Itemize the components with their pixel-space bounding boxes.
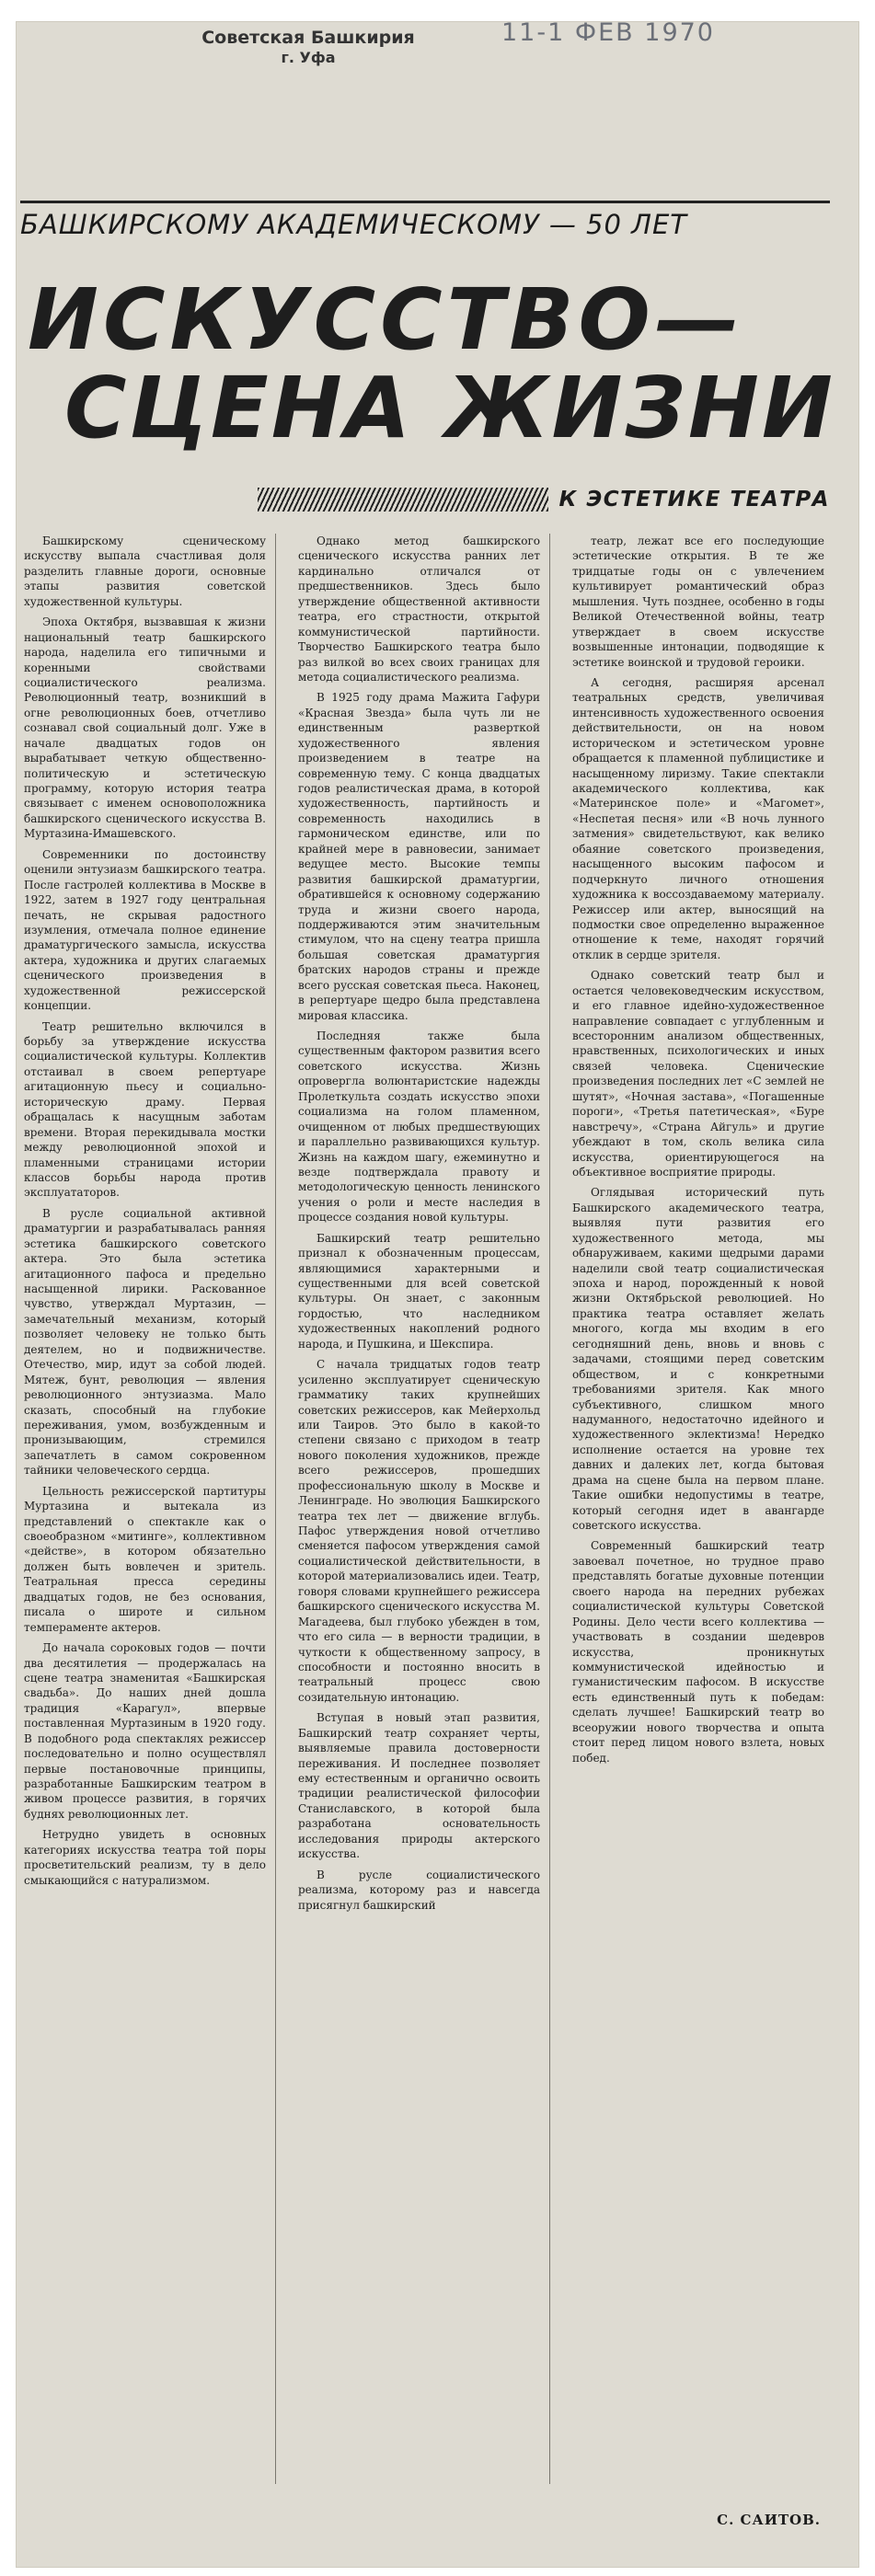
- paragraph: В 1925 году драма Мажита Гафури «Красная Звезда» была чуть ли не единственным разверткой художественного явления произведением в театре на современную тему. С конца двадцатых годов реалистическая драма, в которой художественность, партийность и современность находились в гармоническом единстве, или по крайней мере в равновесии, занимает ведущее место. Высокие темпы развития башкирской драматургии, обратившейся к основному содержанию труда и жизни своего народа, поддерживаются этим значительным стимулом, что на сцену театра пришла большая советская драматургия братских народов страны и прежде всего русская советская пьеса. Наконец, в репертуаре щедро была представлена мировая классика.: [298, 691, 540, 1022]
- headline-line-1: ИСКУССТВО—: [28, 270, 744, 369]
- paragraph: Современники по достоинству оценили энтузиазм башкирского театра. После гастролей коллектива в Москве в 1922, затем в 1927 году центральная печать, не скрывая радостного изумления, отмечала полное единение драматургического замысла, искусства актера, художника и других слагаемых сценического произведения в художественной режиссерской концепции.: [24, 847, 266, 1013]
- newspaper-city: г. Уфа: [281, 48, 336, 66]
- column-3: [572, 534, 824, 2484]
- paragraph: театр, лежат все его последующие эстетические открытия. В те же тридцатые годы он с увлечением культивирует романтический образ мышления. Чуть позднее, особенно в годы Великой Отечественной войны, театр утверждает в своем искусстве возвышенные интонации, подводящие к эстетике воинской и трудовой героики.: [572, 535, 824, 669]
- paragraph: С начала тридцатых годов театр усиленно эксплуатирует сценическую грамматику таких крупнейших советских режиссеров, как Мейерхольд или Таиров. Это было в какой-то степени связано с приходом в театр нового поколения художников, прежде всего режиссеров, прошедших профессиональную школу в Москве и Ленинграде. Но эволюция Башкирского театра тех лет — движение вглубь. Пафос утверждения новой отчетливо сменяется пафосом утверждения самой социалистической действительности, в которой материализовались идеи. Театр, говоря словами крупнейшего режиссера башкирского сценического искусства М. Магадеева, был глубоко убежден в том, что его сила — в верности традиции, в чуткости к общественному запросу, в способности и постоянно вносить в театральный процесс свою созидательную интонацию.: [298, 1358, 540, 1704]
- paragraph: Последняя также была существенным фактором развития всего советского искусства. Жизнь опровергла волюнтаристские надежды Пролеткульта создать искусство эпохи социализма на голом пламенном, очищенном от любых предшествующих и параллельно развивающихся культур. Жизнь на каждом шагу, ежеминутно и везде подтверждала правоту и методологическую ценность ленинского учения о роли и месте наследия в процессе создания новой культуры.: [298, 1029, 540, 1225]
- article-headline: [28, 270, 837, 457]
- paragraph: Нетрудно увидеть в основных категориях искусства театра той поры просветительский реализм, ту в дело смыкающийся с натурализмом.: [24, 1828, 266, 1887]
- subtitle-bar: [258, 480, 830, 519]
- paragraph: Однако советский театр был и остается человековедческим искусством, и его главное идейно-художественное направление совпадает с углубленным и всесторонним анализом общественных, нравственных, психологических и иных связей человека. Сценические произведения последних лет «С землей не шутят», «Ночная застава», «Погашенные пороги», «Третья патетическая», «Буре навстречу», «Страна Айгуль» и другие убеждают в том, сколь велика сила искусства, ориентирующегося на объективное восприятие природы.: [572, 969, 824, 1179]
- paragraph: В русле социальной активной драматургии и разрабатывалась ранняя эстетика башкирского советского актера. Это была эстетика агитационного пафоса и предельно насыщенной лирики. Раскованное чувство, утверждал Муртазин, — замечательный механизм, который позволяет человеку не только быть деятелем, но и подвижничестве. Отечество, мир, идут за собой людей. Мятеж, бунт, революция — явления революционного энтузиазма. Мало сказать, способный на глубокие переживания, умом, возбужденным и пронизывающим, стремился запечатлеть в самом сокровенном тайники человеческого сердца.: [24, 1206, 266, 1478]
- paragraph: До начала сороковых годов — почти два десятилетия — продержалась на сцене театра знаменитая «Башкирская свадьба». До наших дней дошла традиция «Карагул», впервые поставленная Муртазиным в 1920 году. В подобного рода спектаклях режиссер последовательно и полно осуществлял первые постановочные принципы, разработанные Башкирским театром в живом процессе развития, в горячих буднях революционных лет.: [24, 1641, 266, 1821]
- column-1: [24, 534, 276, 2484]
- paragraph: А сегодня, расширяя арсенал театральных средств, увеличивая интенсивность художественного освоения действительности, он на новом историческом и эстетическом уровне обращается к пламенной публицистике и насыщенному лиризму. Такие спектакли академического коллектива, как «Материнское поле» и «Магомет», «Неспетая песня» или «В ночь лунного затмения» свидетельствуют, как велико обаяние советского произведения, насыщенного высоким пафосом и подчеркнуто личного отношения художника к воссоздаваемому материалу. Режиссер или актер, выносящий на подмостки свое определенно выраженное отношение к теме, находят горячий отклик в сердце зрителя.: [572, 675, 824, 961]
- date-stamp: 11-1 ФЕВ 1970: [501, 18, 715, 47]
- paragraph: Театр решительно включился в борьбу за утверждение искусства социалистической культуры. Коллектив отстаивал в своем репертуаре агитационную пьесу и социально-историческую драму. Первая обращалась к насущным заботам времени. Вторая перекидывала мостки между революционной эпохой и пламенными страницами истории классов борьбы народа против эксплуататоров.: [24, 1019, 266, 1200]
- paragraph: В русле социалистического реализма, которому раз и навсегда присягнул башкирский: [298, 1868, 540, 1912]
- article-body: [24, 534, 824, 2484]
- headline-line-2: СЦЕНА ЖИЗНИ: [64, 359, 835, 457]
- article-subtitle: К ЭСТЕТИКЕ ТЕАТРА: [558, 488, 830, 512]
- author-signature: С. САИТОВ.: [717, 2512, 821, 2528]
- rubric-heading: БАШКИРСКОМУ АКАДЕМИЧЕСКОМУ — 50 ЛЕТ: [20, 201, 830, 240]
- paragraph: Цельность режиссерской партитуры Муртазина и вытекала из представлений о спектакле как о своеобразном «митинге», коллективном «действе», в котором обязательно должен быть вовлечен и зритель. Театральная пресса середины двадцатых годов, не без основания, писала о широте и сильном темпераменте актеров.: [24, 1484, 266, 1634]
- column-2: [298, 534, 550, 2484]
- newspaper-name: Советская Башкирия: [201, 28, 415, 48]
- newspaper-masthead: [161, 28, 455, 66]
- paragraph: Однако метод башкирского сценического искусства ранних лет кардинально отличался от предшественников. Здесь было утверждение общественной активности театра, его страстности, открытой коммунистической партийности. Творчество Башкирского театра было раз вилкой во всех своих границах для метода социалистического реализма.: [298, 535, 540, 684]
- paragraph: Современный башкирский театр завоевал почетное, но трудное право представлять богатые духовные потенции своего народа на передних рубежах социалистической культуры Советской Родины. Дело чести всего коллектива — участвовать в создании шедевров искусства, проникнутых коммунистической идейностью и гуманистическим пафосом. В искусстве есть единственный путь к победам: сделать лучшее! Башкирский театр во всеоружии нового творчества и опыта стоит перед лицом нового взлета, новых побед.: [572, 1539, 824, 1765]
- hatch-rule: [258, 488, 548, 512]
- paragraph: Оглядывая исторический путь Башкирского академического театра, выявляя пути развития его художественного метода, мы обнаруживаем, какими щедрыми дарами наделили свой театр социалистическая эпоха и народ, порожденный к новой жизни Октябрьской революцией. Но практика театра оставляет желать многого, когда мы входим в его сегодняшний день, вновь и вновь с задачами, стоящими перед советским обществом, и с конкретными требованиями зрителя. Как много субъективного, слишком много надуманного, недостаточно идейного и художественного эклектизма! Нередко исполнение остается на уровне тех давних и далеких лет, когда бытовая драма на сцене была на первом плане. Такие ошибки недопустимы в театре, который сегодня идет в авангарде советского искусства.: [572, 1186, 824, 1532]
- paragraph: Вступая в новый этап развития, Башкирский театр сохраняет черты, выявляемые правила достоверности переживания. И последнее позволяет ему естественным и органично освоить традиции реалистической философии Станиславского, в которой была разработана основательность исследования природы актерского искусства.: [298, 1711, 540, 1861]
- paragraph: Башкирскому сценическому искусству выпала счастливая доля разделить главные дороги, основные этапы развития советской художественной культуры.: [24, 535, 266, 608]
- paragraph: Эпоха Октября, вызвавшая к жизни национальный театр башкирского народа, наделила его типичными и коренными свойствами социалистического реализма. Революционный театр, возникший в огне революционных боев, отчетливо сознавал свой социальный долг. Уже в начале двадцатых годов он вырабатывает четкую общественно-политическую и эстетическую программу, которую история театра связывает с именем основоположника башкирского сценического искусства В. Муртазина-Имашевского.: [24, 615, 266, 841]
- paragraph: Башкирский театр решительно признал к обозначенным процессам, являющимися характерными и существенными для всей советской культуры. Он знает, с законным гордостью, что наследником художественных накоплений родного народа, и Пушкина, и Шекспира.: [298, 1231, 540, 1351]
